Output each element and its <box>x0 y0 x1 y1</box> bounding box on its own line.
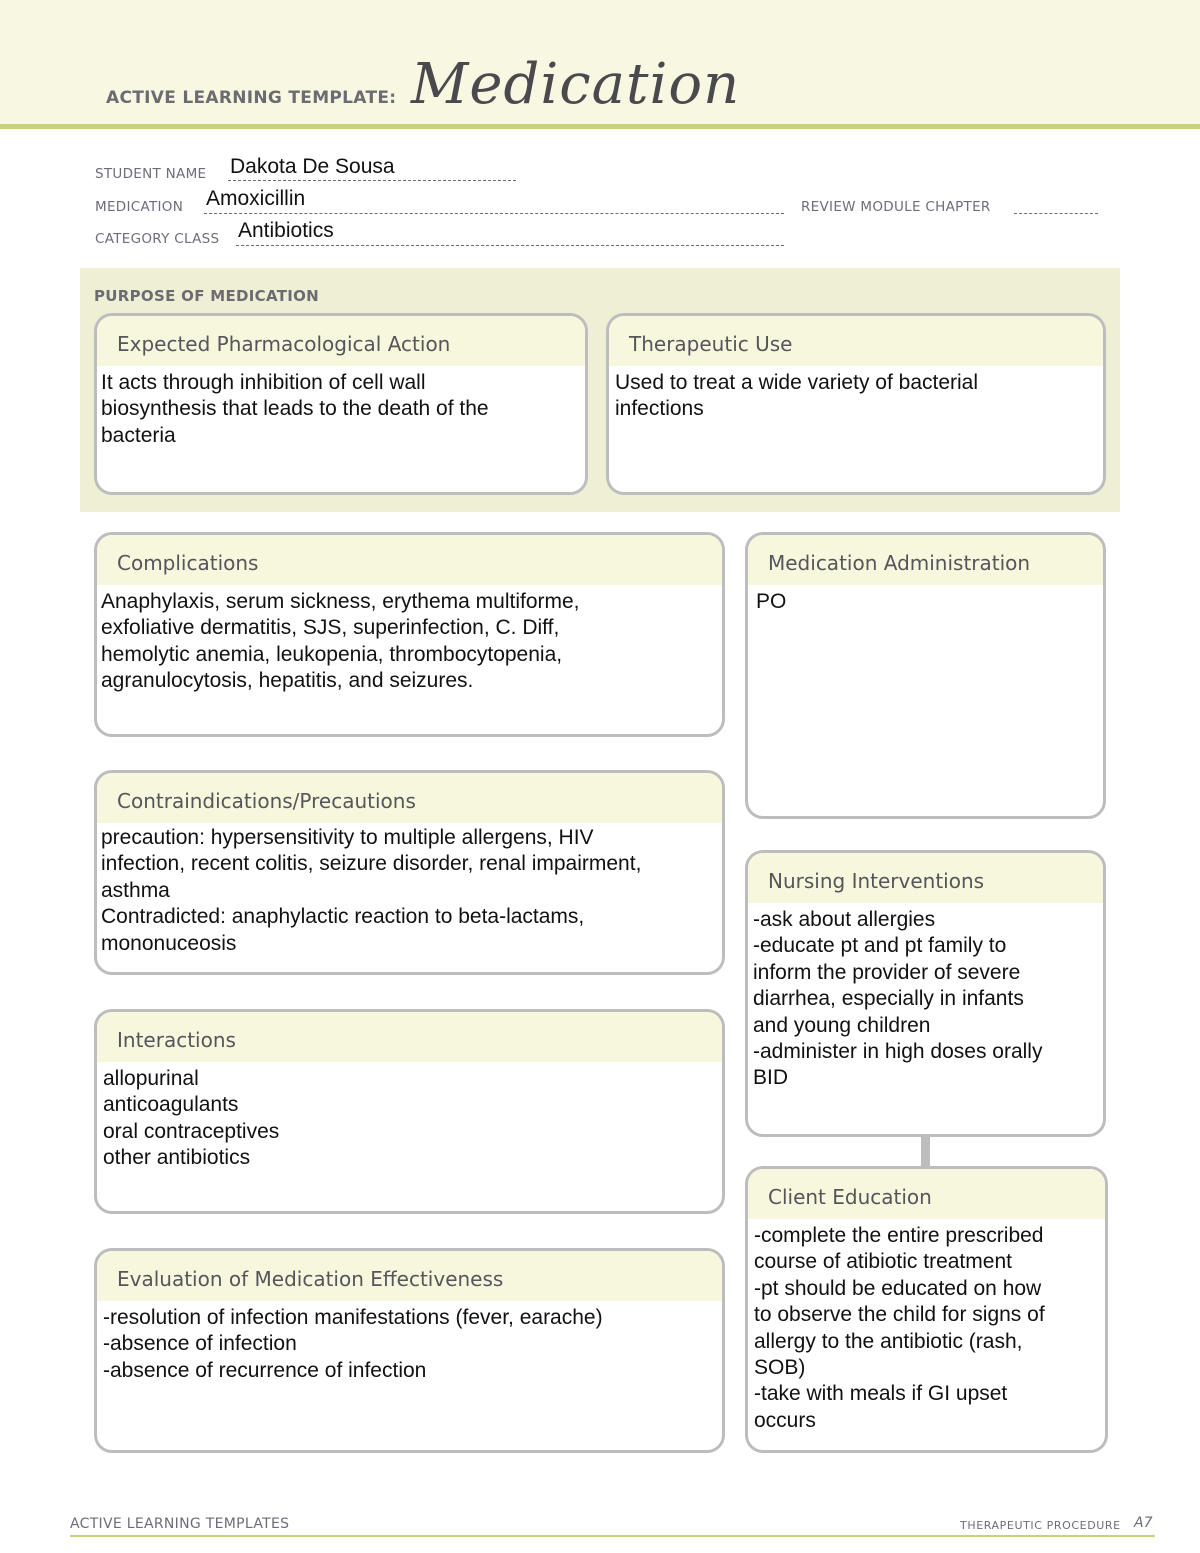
therapeutic-use-heading: Therapeutic Use <box>609 316 1103 366</box>
contraindications-body: precaution: hypersensitivity to multiple allergens, HIV infection, recent colitis, seizure disorder, renal impairment, asthma Contradicted: anaphylactic reaction to beta-lactams, mononuceosis <box>101 826 642 955</box>
complications-box <box>94 532 725 737</box>
medication-administration-box <box>745 532 1106 819</box>
interactions-body: allopurinal anticoagulants oral contraceptives other antibiotics <box>103 1067 280 1170</box>
header-rule <box>0 124 1200 129</box>
contraindications-box <box>94 770 725 975</box>
client-education-body: -complete the entire prescribed course of atibiotic treatment -pt should be educated on how to observe the child for signs of allergy to the antibiotic (rash, SOB) -take with meals if GI upset occurs <box>754 1224 1045 1432</box>
therapeutic-use-body: Used to treat a wide variety of bacterial infections <box>615 371 979 421</box>
footer-page-number: A7 <box>1134 1515 1153 1531</box>
category-class-value: Antibiotics <box>238 219 334 242</box>
student-name-value: Dakota De Sousa <box>230 155 395 178</box>
client-education-heading: Client Education <box>748 1169 1105 1219</box>
medication-administration-body: PO <box>756 590 787 613</box>
review-module-label: REVIEW MODULE CHAPTER <box>801 199 991 215</box>
complications-body: Anaphylaxis, serum sickness, erythema multiforme, exfoliative dermatitis, SJS, superinfection, C. Diff, hemolytic anemia, leukopenia, thrombocytopenia, agranulocytosis, hepatitis, and seizures. <box>101 590 580 693</box>
medication-administration-heading: Medication Administration <box>748 535 1103 585</box>
medication-label: MEDICATION <box>95 199 184 215</box>
medication-value: Amoxicillin <box>206 187 306 210</box>
student-name-line <box>228 180 516 181</box>
connector-bar <box>921 1134 930 1167</box>
template-title: Medication <box>411 52 741 117</box>
contraindications-heading: Contraindications/Precautions <box>97 773 722 823</box>
category-class-line <box>236 245 784 246</box>
expected-action-body: It acts through inhibition of cell wall biosynthesis that leads to the death of the bacteria <box>101 371 489 447</box>
purpose-title: PURPOSE OF MEDICATION <box>94 287 320 305</box>
interactions-box <box>94 1009 725 1214</box>
interactions-heading: Interactions <box>97 1012 722 1062</box>
complications-heading: Complications <box>97 535 722 585</box>
template-label: ACTIVE LEARNING TEMPLATE: <box>106 88 397 108</box>
footer-right: THERAPEUTIC PROCEDURE <box>960 1519 1121 1532</box>
nursing-interventions-box <box>745 850 1106 1137</box>
evaluation-heading: Evaluation of Medication Effectiveness <box>97 1251 722 1301</box>
footer-left: ACTIVE LEARNING TEMPLATES <box>70 1516 290 1532</box>
expected-action-heading: Expected Pharmacological Action <box>97 316 585 366</box>
student-name-label: STUDENT NAME <box>95 166 207 182</box>
footer-rule <box>70 1535 1155 1537</box>
medication-line <box>204 213 784 214</box>
client-education-box <box>745 1166 1108 1453</box>
category-class-label: CATEGORY CLASS <box>95 231 220 247</box>
therapeutic-use-box <box>606 313 1106 495</box>
evaluation-box <box>94 1248 725 1453</box>
evaluation-body: -resolution of infection manifestations (fever, earache) -absence of infection -absence of recurrence of infection <box>103 1306 603 1382</box>
review-module-line <box>1014 213 1098 214</box>
expected-action-box <box>94 313 588 495</box>
nursing-interventions-body: -ask about allergies -educate pt and pt family to inform the provider of severe diarrhea, especially in infants and young children -administer in high doses orally BID <box>753 908 1043 1090</box>
nursing-interventions-heading: Nursing Interventions <box>748 853 1103 903</box>
